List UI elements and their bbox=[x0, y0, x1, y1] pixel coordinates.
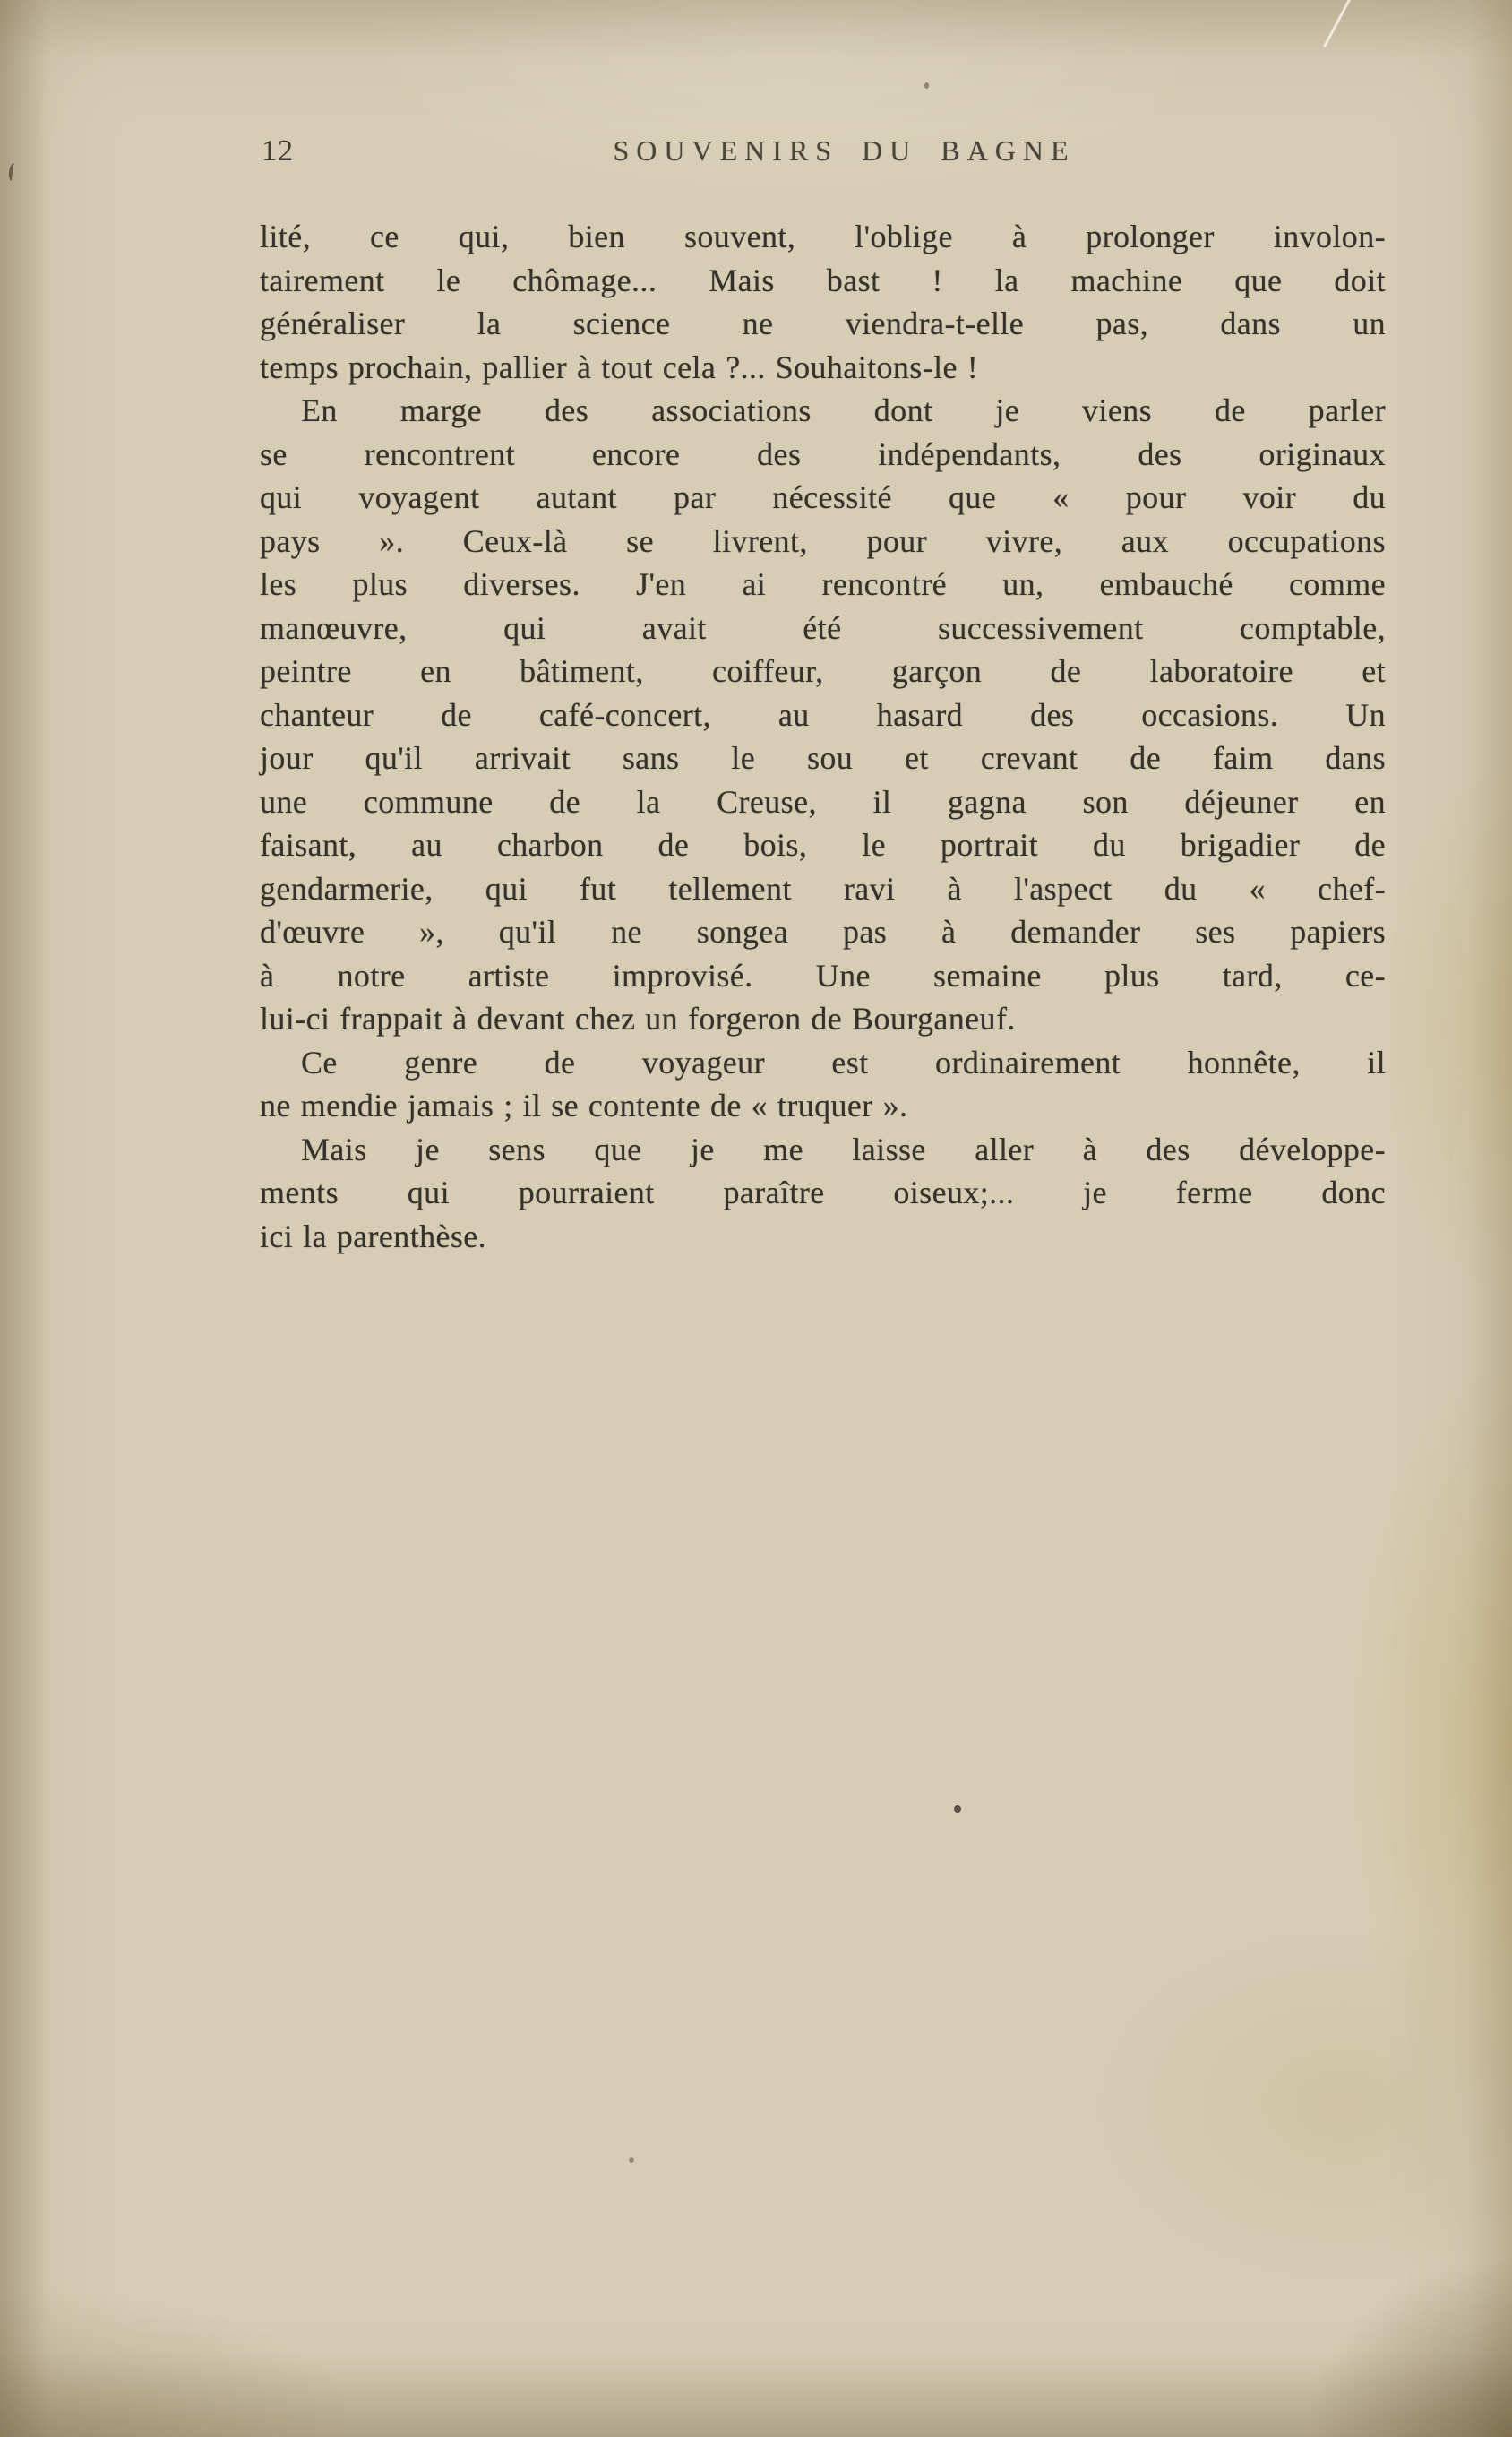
text-line: ne mendie jamais ; il se contente de « truquer ». bbox=[260, 1088, 908, 1124]
text-line: à notre artiste improvisé. Une semaine plus tard, ce- bbox=[260, 957, 1386, 994]
paragraph bbox=[260, 389, 1386, 1041]
text-line: chanteur de café-concert, au hasard des occasions. Un bbox=[260, 696, 1386, 733]
text-line: pays ». Ceux-là se livrent, pour vivre, aux occupations bbox=[260, 522, 1386, 559]
text-line: Ce genre de voyageur est ordinairement honnête, il bbox=[301, 1044, 1386, 1081]
text-line: En marge des associations dont je viens de parler bbox=[301, 392, 1386, 428]
page-header bbox=[260, 134, 1386, 172]
text-line: se rencontrent encore des indépendants, des originaux bbox=[260, 435, 1386, 472]
text-line: une commune de la Creuse, il gagna son déjeuner en bbox=[260, 783, 1386, 820]
text-line: ici la parenthèse. bbox=[260, 1218, 487, 1254]
text-line: manœuvre, qui avait été successivement comptable, bbox=[260, 609, 1386, 646]
ink-speck bbox=[629, 2157, 634, 2163]
running-title: SOUVENIRS DU BAGNE bbox=[613, 134, 1076, 167]
page-number: 12 bbox=[262, 134, 294, 168]
text-line: généraliser la science ne viendra-t-elle pas, dans un bbox=[260, 306, 1386, 341]
text-line: faisant, au charbon de bois, le portrait du brigadier de bbox=[260, 827, 1386, 863]
text-line: Mais je sens que je me laisse aller à des développe- bbox=[301, 1131, 1386, 1167]
text-line: d'œuvre », qu'il ne songea pas à demander ses papiers bbox=[260, 914, 1386, 950]
ink-speck bbox=[954, 1805, 961, 1813]
text-line: les plus diverses. J'en ai rencontré un, embauché comme bbox=[260, 566, 1386, 602]
text-line: lité, ce qui, bien souvent, l'oblige à prolonger involon- bbox=[260, 219, 1386, 254]
body-text bbox=[260, 215, 1386, 1258]
paragraph bbox=[260, 1128, 1386, 1259]
text-line: qui voyagent autant par nécessité que « pour voir du bbox=[260, 479, 1386, 515]
text-line: temps prochain, pallier à tout cela ?... Souhaitons-le ! bbox=[260, 349, 979, 385]
text-line: jour qu'il arrivait sans le sou et crevant de faim dans bbox=[260, 740, 1386, 776]
scan-crease-artifact bbox=[1323, 0, 1353, 47]
text-line: gendarmerie, qui fut tellement ravi à l'aspect du « chef- bbox=[260, 870, 1386, 907]
ink-speck bbox=[924, 82, 929, 89]
text-block bbox=[260, 134, 1386, 1258]
scan-edge-artifact bbox=[8, 162, 19, 181]
paragraph bbox=[260, 1041, 1386, 1128]
text-line: peintre en bâtiment, coiffeur, garçon de laboratoire et bbox=[260, 653, 1386, 689]
text-line: ments qui pourraient paraître oiseux;... je ferme donc bbox=[260, 1175, 1386, 1210]
text-line: lui-ci frappait à devant chez un forgeron de Bourganeuf. bbox=[260, 1001, 1016, 1037]
text-line: tairement le chômage... Mais bast ! la machine que doit bbox=[260, 262, 1386, 298]
paragraph bbox=[260, 215, 1386, 389]
